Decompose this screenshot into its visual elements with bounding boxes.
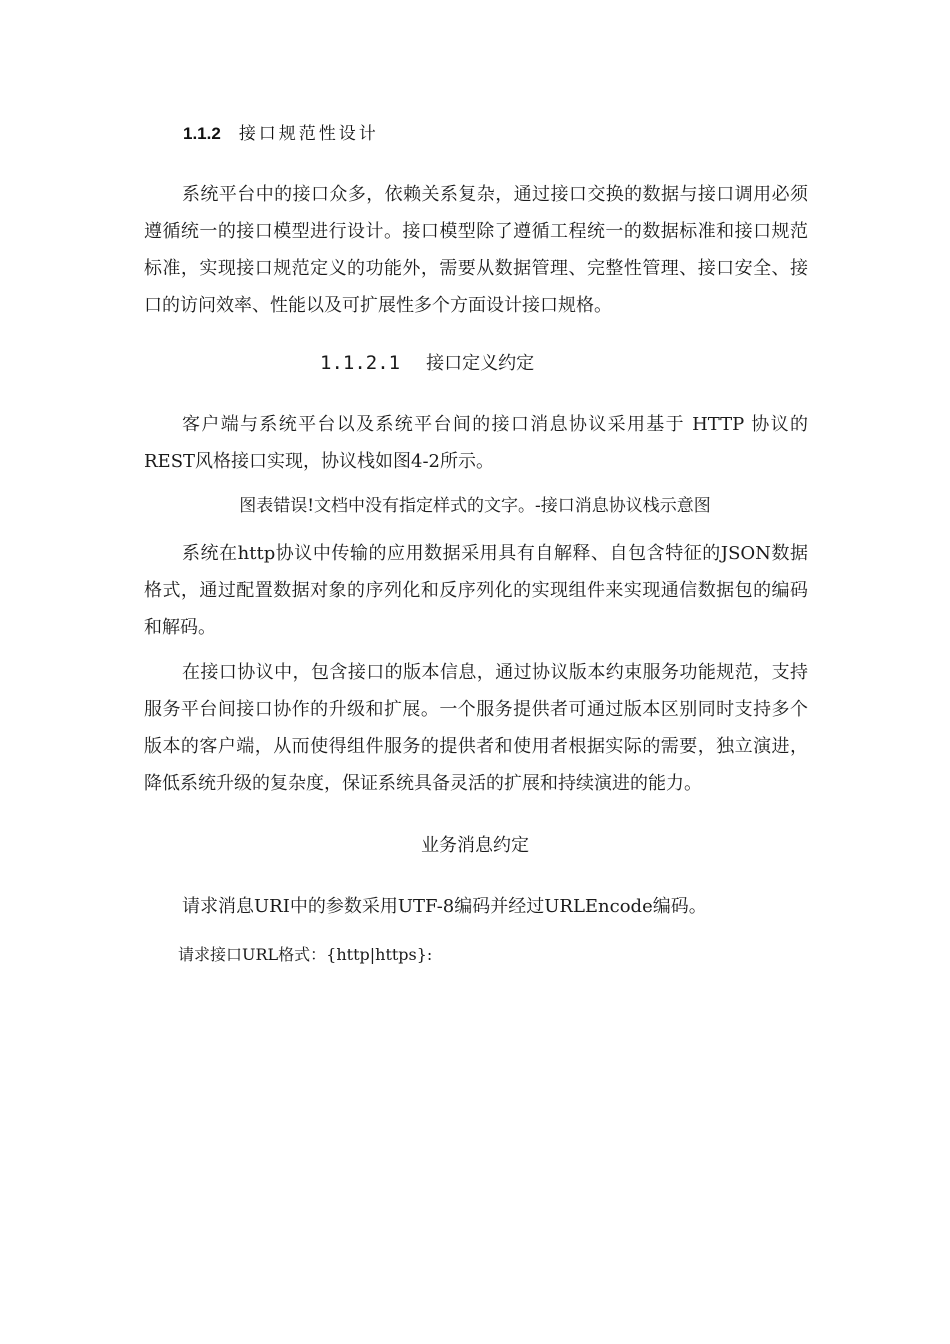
heading-business-message: 业务消息约定	[421, 835, 529, 856]
paragraph-uri-encoding: 请求消息URI中的参数采用UTF-8编码并经过URLEncode编码。	[182, 896, 707, 917]
section-title: 接口规范性设计	[238, 124, 379, 144]
paragraph-json-format: 系统在http协议中传输的应用数据采用具有自解释、自包含特征的JSON数据格式，通过配置数据对象的序列化和反序列化的实现组件来实现通信数据包的编码和解码。	[144, 543, 808, 638]
section-heading	[183, 120, 379, 148]
figure-caption: 图表错误!文档中没有指定样式的文字。-接口消息协议栈示意图	[239, 496, 711, 516]
paragraph-interface-overview: 系统平台中的接口众多，依赖关系复杂，通过接口交换的数据与接口调用必须遵循统一的接口模型进行设计。接口模型除了遵循工程统一的数据标准和接口规范标准，实现接口规范定义的功能外，需要从数据管理、完整性管理、接口安全、接口的访问效率、性能以及可扩展性多个方面设计接口规格。	[144, 184, 808, 316]
paragraph-url-format: 请求接口URL格式：{http|https}:	[178, 945, 433, 964]
subsection-number: 1.1.2.1	[320, 352, 401, 374]
subsection-title: 接口定义约定	[426, 353, 535, 374]
paragraph-versioning: 在接口协议中，包含接口的版本信息，通过协议版本约束服务功能规范，支持服务平台间接口协作的升级和扩展。一个服务提供者可通过版本区别同时支持多个版本的客户端，从而使得组件服务的提供者和使用者根据实际的需要，独立演进，降低系统升级的复杂度，保证系统具备灵活的扩展和持续演进的能力。	[144, 662, 808, 794]
section-number: 1.1.2	[183, 124, 221, 143]
paragraph-protocol: 客户端与系统平台以及系统平台间的接口消息协议采用基于 HTTP 协议的REST风格接口实现，协议栈如图4-2所示。	[144, 414, 808, 472]
subsection-heading	[320, 348, 534, 378]
